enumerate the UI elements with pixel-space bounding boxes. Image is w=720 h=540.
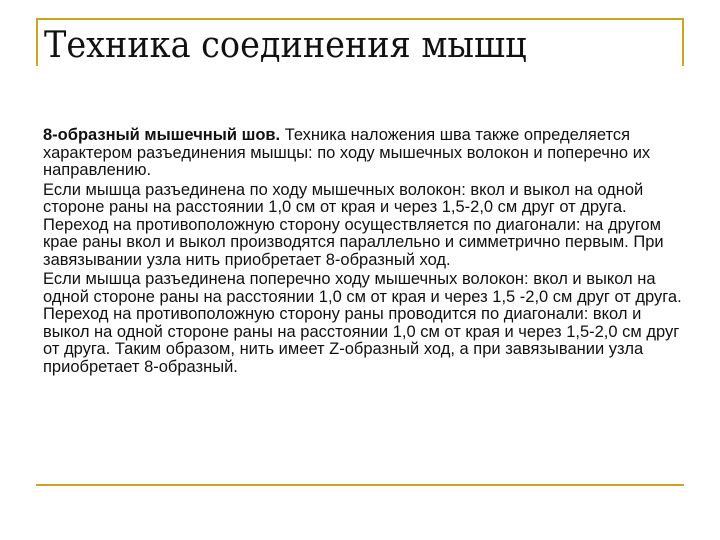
left-border-line: [36, 18, 38, 66]
top-border-line: [36, 18, 684, 20]
right-border-line: [682, 18, 684, 66]
slide-title: Техника соединения мышц: [44, 25, 527, 66]
paragraph-figure-eight-suture: [43, 127, 683, 180]
paragraph-across-fibers: Если мышца разъединена поперечно ходу мышечных волокон: вкол и выкол на одной стороне раны на расстоянии 1,0 см от края и через 1,5 -2,0 см друг от друга. Переход на противоположную сторону раны проводится по диагонали: вкол и выкол на одной стороне раны на расстоянии 1,0 см от края и через 1,5-2,0 см друг от друга. Таким образом, нить имеет Z-образный ход, а при завязывании узла приобретает 8-образный.: [43, 270, 682, 376]
slide-body: [43, 127, 683, 378]
paragraph-text: Техника наложения шва также определяется характером разъединения мышцы: по ходу мышечных волокон и поперечно их направлению.: [43, 126, 651, 179]
paragraph-along-fibers: Если мышца разъединена по ходу мышечных волокон: вкол и выкол на одной стороне раны на расстоянии 1,0 см от края и через 1,5-2,0 см друг от друга. Переход на противоположную сторону осуществляется по диагонали: на другом крае раны вкол и выкол производятся параллельно и симметрично первым. При завязывании узла нить приобретает 8-образный ход.: [43, 180, 664, 269]
paragraph-lead: 8-образный мышечный шов.: [43, 126, 281, 144]
bottom-border-line: [36, 484, 684, 486]
